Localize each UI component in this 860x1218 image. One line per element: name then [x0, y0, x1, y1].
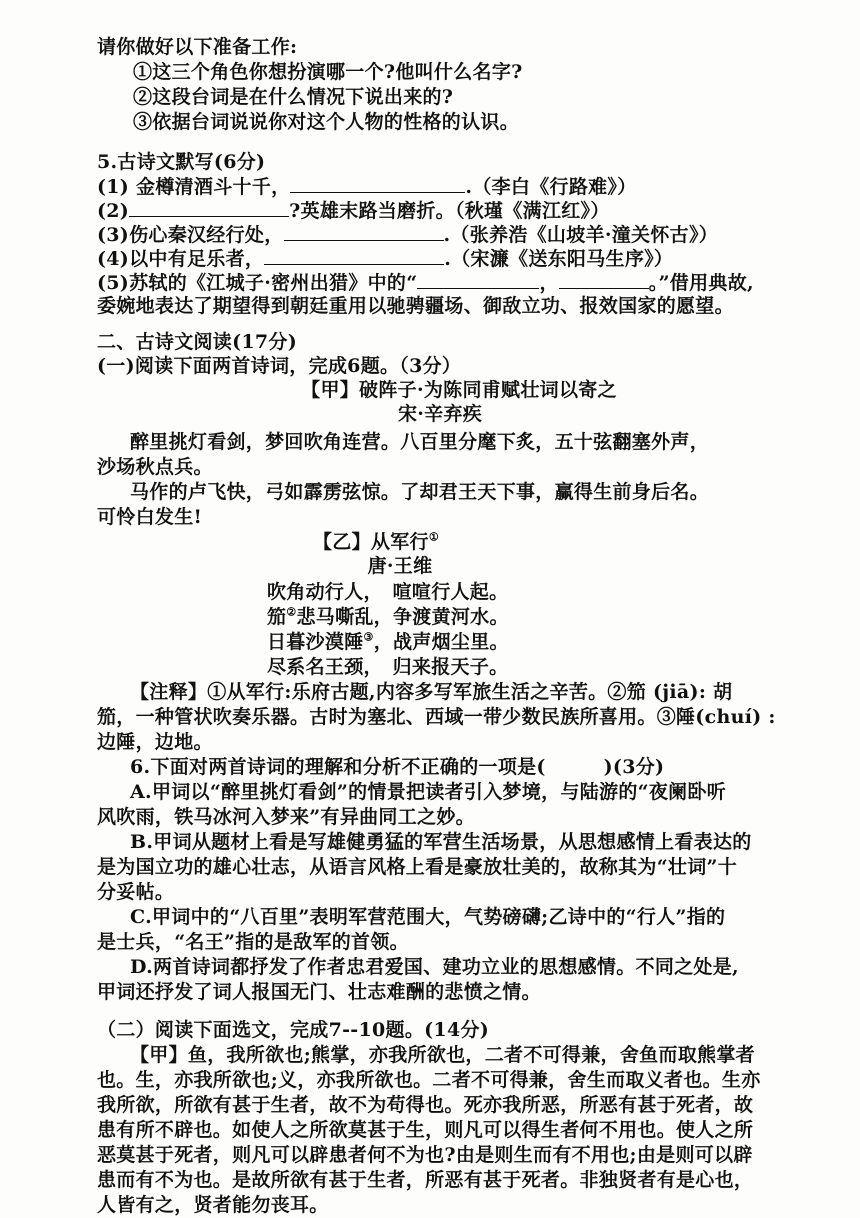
- q5-line-3: [97, 222, 718, 248]
- poem-a-line-2: 沙场秋点兵。: [97, 456, 213, 478]
- q6-option-a-1: A.甲词以“醉里挑灯看剑”的情景把读者引入梦境，与陆游的“夜阑卧听: [130, 781, 727, 803]
- q5-line-3-source: .（张养浩《山坡羊·潼关怀古》）: [443, 224, 719, 246]
- footnote-marker: ②: [286, 605, 297, 619]
- q5-line-6: 委婉地表达了期望得到朝廷重用以驰骋疆场、御敌立功、报效国家的愿望。: [97, 295, 734, 317]
- poem-b-line-2-a: 笳: [267, 606, 287, 628]
- part2-title: （二）阅读下面选文，完成7--10题。(14分): [97, 1019, 490, 1041]
- poem-b-title-text: 【乙】从军行: [313, 531, 429, 553]
- q5-line-1-text: (1) 金樽清酒斗十千，: [97, 176, 291, 198]
- prep-question-3: ③依据台词说说你对这个人物的性格的认识。: [133, 111, 520, 133]
- q5-line-2-source: ?英雄末路当磨折。（秋瑾《满江红》）: [289, 200, 610, 222]
- poem-b-line-3-a: 日暮沙漠陲: [267, 631, 364, 653]
- poem-b-author: 唐·王维: [367, 555, 433, 577]
- annotation-line-1: 【注释】①从军行:乐府古题,内容多写军旅生活之辛苦。②笳 (jiā): 胡: [130, 681, 733, 703]
- answer-blank[interactable]: [284, 222, 444, 241]
- section2-title: 二、古诗文阅读(17分): [97, 331, 298, 353]
- q5-line-4-source: .（宋濂《送东阳马生序》）: [444, 248, 674, 270]
- answer-blank[interactable]: [129, 198, 289, 217]
- q6-option-b-3: 分妥帖。: [97, 881, 175, 903]
- poem-b-line-2: [267, 605, 509, 630]
- q6-option-d-2: 甲词还抒发了词人报国无门、壮志难酬的悲愤之情。: [97, 981, 541, 1003]
- poem-a-line-3: 马作的卢飞快，弓如霹雳弦惊。了却君王天下事，赢得生前身后名。: [130, 481, 710, 503]
- q6-option-d-1: D.两首诗词都抒发了作者忠君爱国、建功立业的思想感情。不同之处是,: [130, 956, 739, 978]
- passage-a-line-2: 也。生，亦我所欲也;义，亦我所欲也。二者不可得兼，舍生而取义者也。生亦: [97, 1069, 761, 1091]
- q5-line-5-text: (5)苏轼的《江城子·密州出猎》中的“: [97, 272, 418, 294]
- q5-line-5-end: 。”借用典故,: [648, 272, 754, 294]
- answer-blank[interactable]: [290, 174, 465, 193]
- q6-option-b-1: B.甲词从题材上看是写雄健勇猛的军营生活场景，从思想感情上看表达的: [130, 831, 752, 853]
- q6-stem: 6.下面对两首诗词的理解和分析不正确的一项是( )(3分): [130, 756, 665, 778]
- q5-line-4: [97, 246, 673, 272]
- poem-b-title: [313, 530, 439, 555]
- q5-title: 5.古诗文默写(6分): [97, 151, 266, 173]
- passage-a-line-3: 我所欲，所欲有甚于生者，故不为苟得也。死亦我所恶，所恶有甚于死者，故: [97, 1094, 754, 1116]
- passage-a-line-7: 人皆有之，贤者能勿丧耳。: [97, 1194, 329, 1216]
- answer-blank[interactable]: [417, 270, 539, 289]
- passage-a-line-1: 【甲】鱼，我所欲也;熊掌，亦我所欲也，二者不可得兼，舍鱼而取熊掌者: [130, 1044, 755, 1066]
- q5-line-3-text: (3)伤心秦汉经行处，: [97, 224, 284, 246]
- poem-b-line-2-b: 悲马嘶乱，争渡黄河水。: [296, 606, 509, 628]
- poem-a-title: 【甲】破阵子·为陈同甫赋壮词以寄之: [301, 379, 617, 401]
- poem-b-line-1: 吹角动行人， 喧喧行人起。: [267, 581, 509, 603]
- answer-blank[interactable]: [559, 270, 649, 289]
- q5-line-4-text: (4)以中有足乐者，: [97, 248, 265, 270]
- annotation-line-2: 笳，一种管状吹奏乐器。古时为塞北、西域一带少数民族所喜用。③陲(chuí) :: [97, 706, 776, 728]
- q5-line-5: [97, 270, 754, 296]
- q6-option-c-1: C.甲词中的“八百里”表明军营范围大，气势磅礴;乙诗中的“行人”指的: [130, 906, 726, 928]
- poem-b-line-4: 尽系名王颈， 归来报天子。: [267, 656, 509, 678]
- annotation-line-3: 边陲，边地。: [97, 731, 213, 753]
- footnote-marker: ③: [363, 630, 374, 644]
- q6-option-a-2: 风吹雨，铁马冰河入梦来”有异曲同工之妙。: [97, 806, 475, 828]
- q5-line-1-source: .（李白《行路难》）: [465, 176, 637, 198]
- q5-line-5-comma: ，: [539, 272, 559, 294]
- prep-question-1: ①这三个角色你想扮演哪一个?他叫什么名字?: [133, 61, 523, 83]
- footnote-marker: ①: [428, 530, 439, 544]
- passage-a-line-5: 恶莫甚于死者，则凡可以辟患者何不为也?由是则生而有不用也;由是则可以辟: [97, 1144, 753, 1166]
- section2-sub1: (一)阅读下面两首诗词，完成6题。（3分）: [97, 355, 462, 377]
- poem-a-line-1: 醉里挑灯看剑，梦回吹角连营。八百里分麾下炙，五十弦翻塞外声，: [130, 431, 710, 453]
- q5-line-1: [97, 174, 637, 200]
- poem-a-author: 宋·辛弃疾: [397, 403, 483, 425]
- q5-line-2: [97, 198, 610, 224]
- q6-option-c-2: 是士兵，“名王”指的是敌军的首领。: [97, 931, 409, 953]
- prep-intro: 请你做好以下准备工作:: [97, 36, 298, 58]
- q6-option-b-2: 是为国立功的雄心壮志，从语言风格上看是豪放壮美的，故称其为“壮词”十: [97, 856, 738, 878]
- passage-a-line-6: 患而有不为也。是故所欲有甚于生者，所恶有甚于死者。非独贤者有是心也，: [97, 1169, 754, 1191]
- passage-a-line-4: 患有所不辟也。如使人之所欲莫甚于生，则凡可以得生者何不用也。使人之所: [97, 1119, 754, 1141]
- answer-blank[interactable]: [264, 246, 444, 265]
- prep-question-2: ②这段台词是在什么情况下说出来的?: [133, 86, 454, 108]
- poem-b-line-3-b: ，战声烟尘里。: [373, 631, 509, 653]
- q5-line-2-text: (2): [97, 200, 130, 222]
- poem-a-line-4: 可怜白发生!: [97, 506, 203, 528]
- poem-b-line-3: [267, 630, 509, 655]
